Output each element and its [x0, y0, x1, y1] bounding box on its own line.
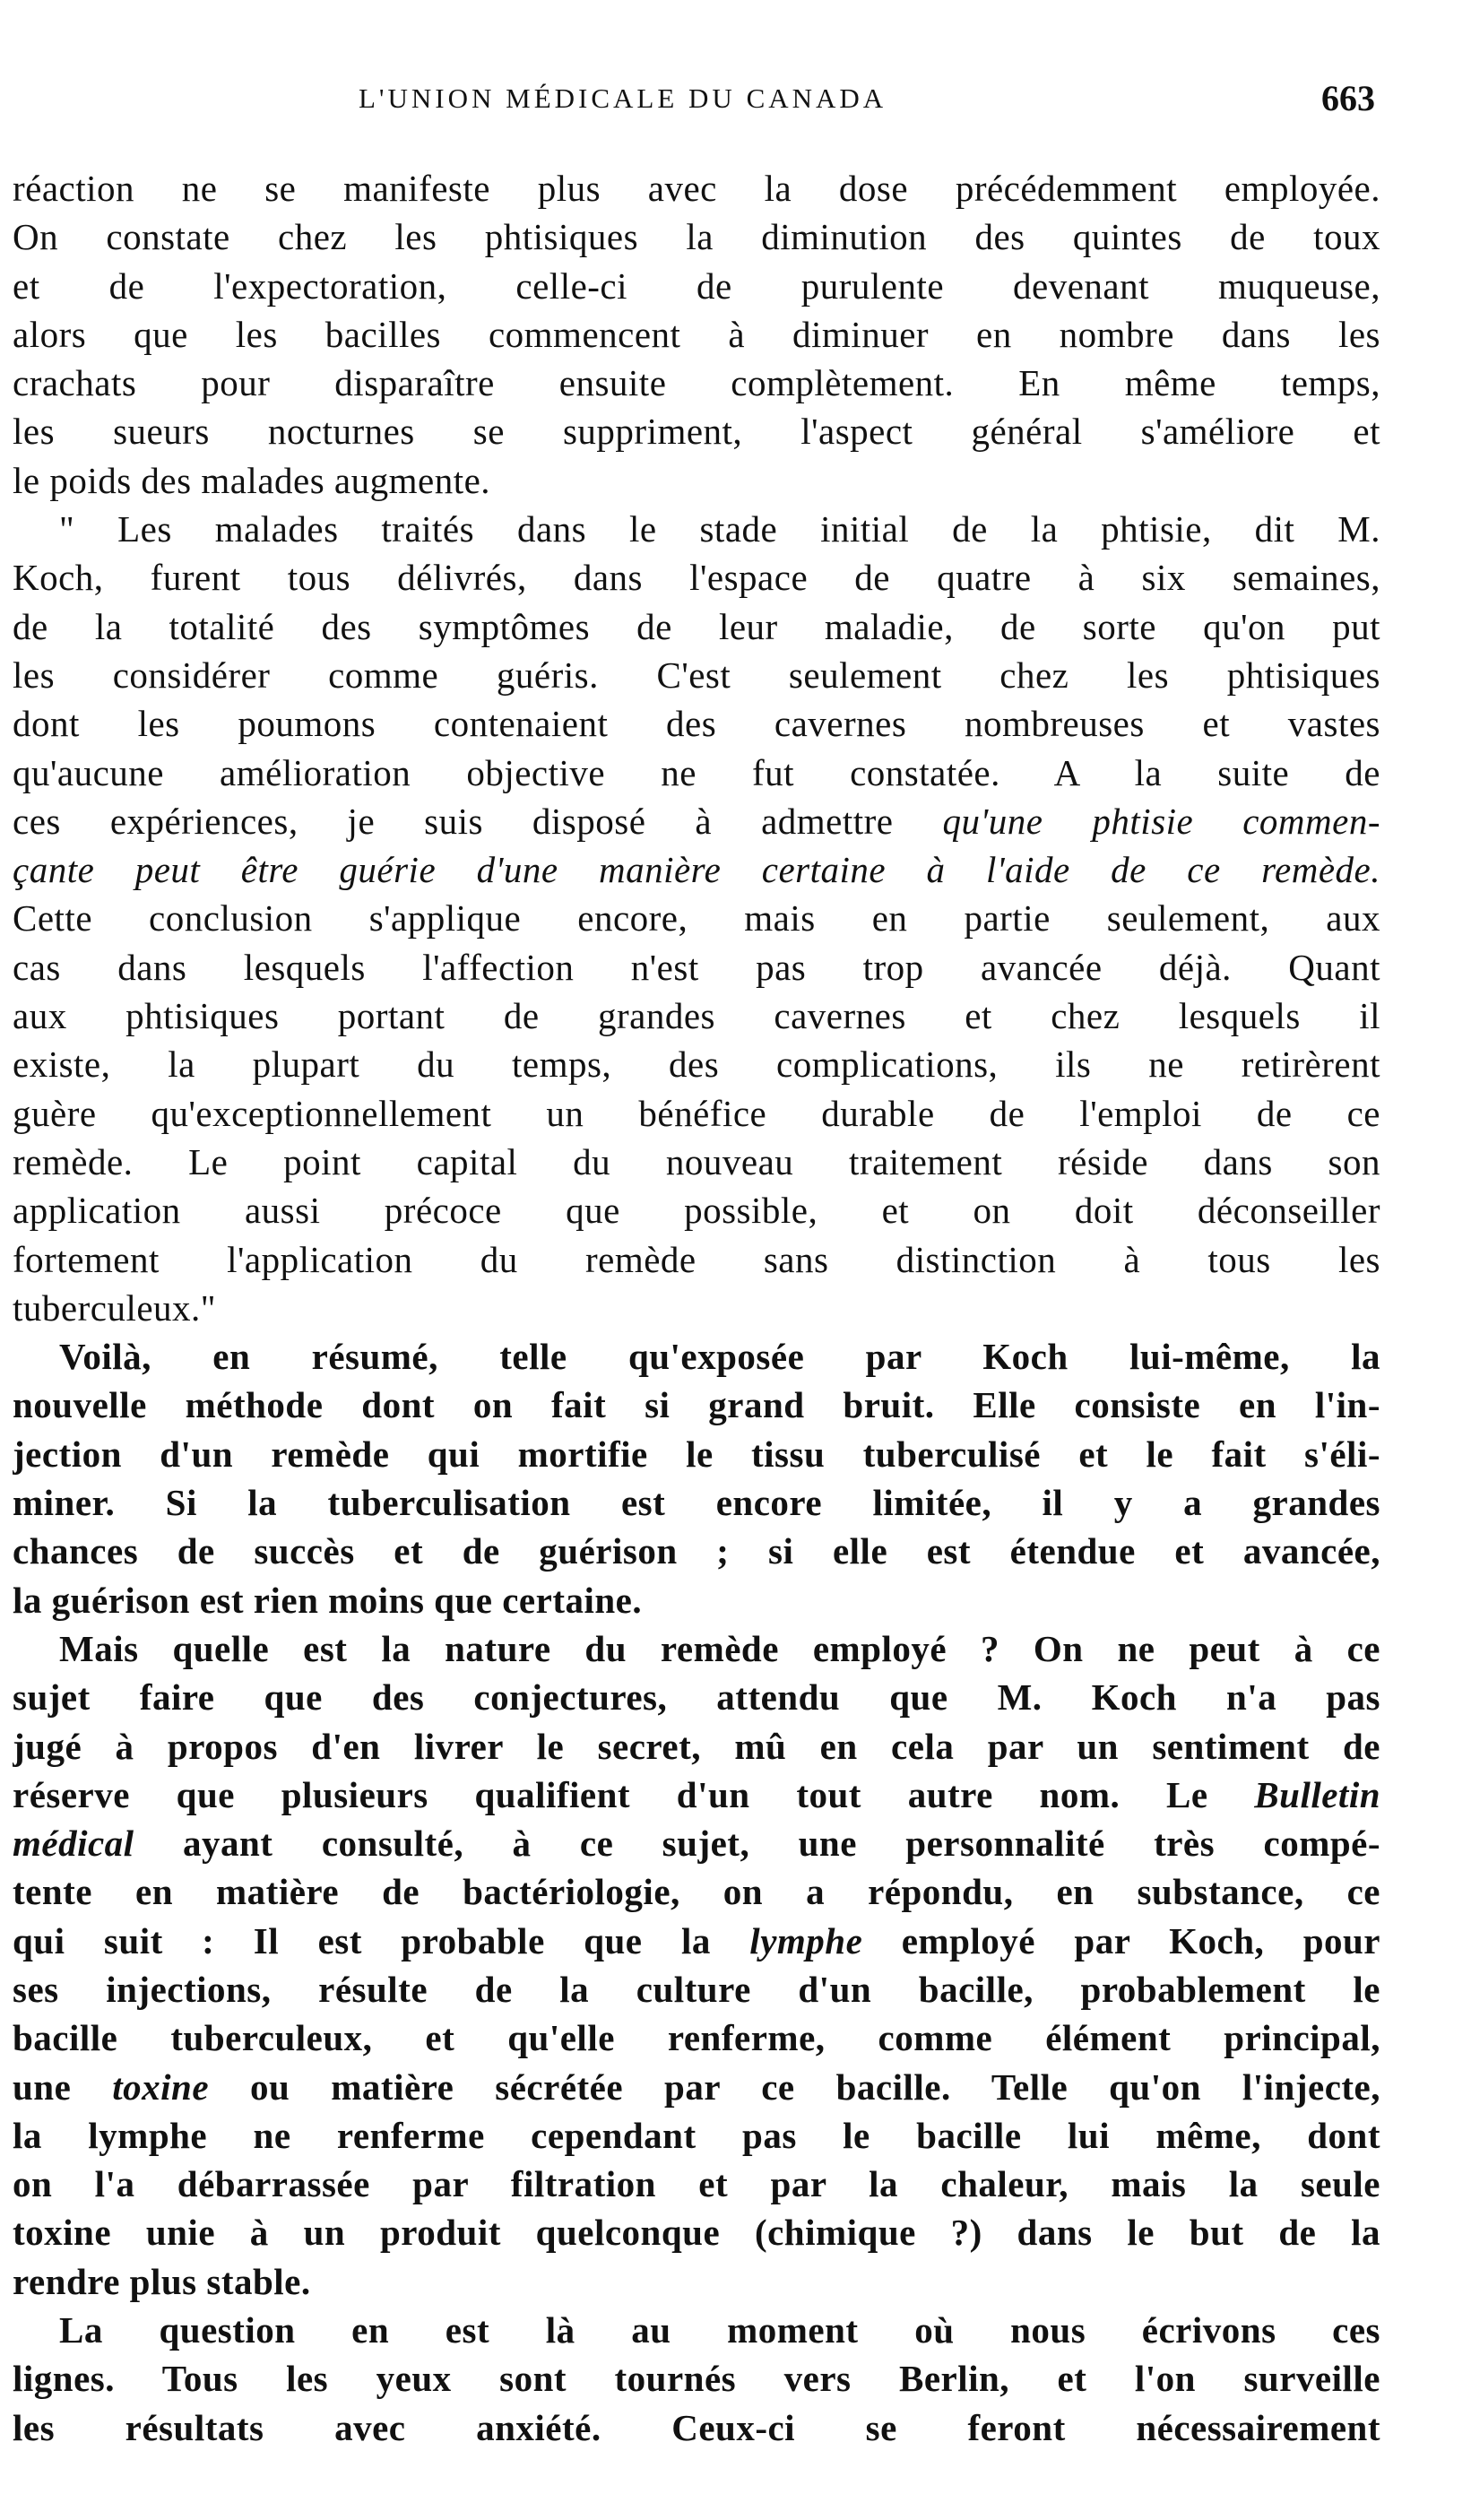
text-line	[13, 845, 1380, 894]
text-line: qu'aucune amélioration objective ne fut constatée. A la suite de	[13, 751, 1380, 793]
text-line: application aussi précoce que possible, et on doit déconseiller	[13, 1190, 1380, 1232]
italic-segment: toxine	[112, 2065, 210, 2108]
text-segment: qui suit : Il est probable que la	[13, 1919, 711, 1961]
italic-segment: qu'une phtisie commen-	[942, 800, 1380, 842]
text-line: sujet faire que des conjectures, attendu que M. Koch n'a pas	[13, 1676, 1380, 1719]
text-line: réaction ne se manifeste plus avec la dose précédemment employée.	[13, 168, 1380, 209]
text-line: miner. Si la tuberculisation est encore limitée, il y a grandes	[13, 1482, 1380, 1524]
text-line: " Les malades traités dans le stade initial de la phtisie, dit M.	[59, 508, 1380, 550]
body-text	[13, 164, 1380, 2452]
italic-segment: çante peut être guérie d'une manière certaine à l'aide de ce remède.	[13, 849, 1380, 891]
text-segment: réserve que plusieurs qualifient d'un tout autre nom. Le	[13, 1773, 1208, 1815]
text-line: crachats pour disparaître ensuite complètement. En même temps,	[13, 362, 1380, 404]
text-line: de la totalité des symptômes de leur maladie, de sorte qu'on put	[13, 605, 1380, 647]
text-line: le poids des malades augmente.	[13, 459, 491, 501]
text-line: La question en est là au moment où nous écrivons ces	[59, 2309, 1380, 2351]
text-line: tuberculeux."	[13, 1286, 217, 1329]
text-line: on l'a débarrassée par filtration et par la chaleur, mais la seule	[13, 2163, 1380, 2205]
text-line: les sueurs nocturnes se suppriment, l'aspect général s'améliore et	[13, 411, 1380, 453]
text-segment: ayant consulté, à ce sujet, une personnalité très compé-	[182, 1823, 1380, 1865]
text-line: tente en matière de bactériologie, on a répondu, en substance, ce	[13, 1871, 1380, 1913]
text-line: rendre plus stable.	[13, 2260, 311, 2302]
text-segment: ces expériences, je suis disposé à admettre	[13, 800, 894, 842]
text-line	[13, 1771, 1380, 1819]
text-line: ses injections, résulte de la culture d'un bacille, probablement le	[13, 1968, 1380, 2010]
text-line: alors que les bacilles commencent à diminuer en nombre dans les	[13, 313, 1380, 355]
text-line: la lymphe ne renferme cependant pas le bacille lui même, dont	[13, 2114, 1380, 2156]
text-line: dont les poumons contenaient des cavernes nombreuses et vastes	[13, 703, 1380, 745]
text-line: bacille tuberculeux, et qu'elle renferme, comme élément principal,	[13, 2017, 1380, 2059]
text-segment: une	[13, 2065, 72, 2108]
text-line: lignes. Tous les yeux sont tournés vers Berlin, et l'on surveille	[13, 2358, 1380, 2400]
text-line: la guérison est rien moins que certaine.	[13, 1579, 643, 1621]
text-line: aux phtisiques portant de grandes cavernes et chez lesquels il	[13, 995, 1380, 1037]
text-line: les résultats avec anxiété. Ceux-ci se feront nécessairement	[13, 2406, 1380, 2448]
text-line: Koch, furent tous délivrés, dans l'espace de quatre à six semaines,	[13, 557, 1380, 599]
italic-segment: Bulletin	[1254, 1773, 1380, 1815]
text-line: toxine unie à un produit quelconque (chimique ?) dans le but de la	[13, 2212, 1380, 2254]
text-line: fortement l'application du remède sans distinction à tous les	[13, 1238, 1380, 1280]
text-line: On constate chez les phtisiques la diminution des quintes de toux	[13, 216, 1380, 258]
text-line: nouvelle méthode dont on fait si grand bruit. Elle consiste en l'in-	[13, 1384, 1380, 1426]
italic-segment: lymphe	[749, 1919, 863, 1961]
text-segment: ou matière sécrétée par ce bacille. Telle qu'on l'injecte,	[250, 2065, 1380, 2108]
text-line: existe, la plupart du temps, des complications, ils ne retirèrent	[13, 1044, 1380, 1086]
running-title: L'UNION MÉDICALE DU CANADA	[359, 82, 887, 114]
text-line: jection d'un remède qui mortifie le tissu tuberculisé et le fait s'éli-	[13, 1433, 1380, 1475]
text-line: Cette conclusion s'applique encore, mais en partie seulement, aux	[13, 897, 1380, 940]
text-line: jugé à propos d'en livrer le secret, mû en cela par un sentiment de	[13, 1725, 1380, 1767]
text-line	[13, 1917, 1380, 1965]
text-line	[13, 2063, 1380, 2111]
text-line: remède. Le point capital du nouveau traitement réside dans son	[13, 1140, 1380, 1182]
text-line: chances de succès et de guérison ; si elle est étendue et avancée,	[13, 1530, 1380, 1572]
page-header	[0, 77, 1471, 122]
text-line: guère qu'exceptionnellement un bénéfice durable de l'emploi de ce	[13, 1092, 1380, 1134]
italic-segment: médical	[13, 1823, 134, 1865]
text-segment: employé par Koch, pour	[901, 1919, 1380, 1961]
text-line: Mais quelle est la nature du remède employé ? On ne peut à ce	[59, 1627, 1380, 1669]
text-line: Voilà, en résumé, telle qu'exposée par Koch lui-même, la	[59, 1336, 1380, 1378]
text-line: cas dans lesquels l'affection n'est pas trop avancée déjà. Quant	[13, 946, 1380, 988]
text-line	[13, 797, 1380, 845]
text-line	[13, 1819, 1380, 1867]
page-number: 663	[1321, 78, 1375, 118]
text-line: et de l'expectoration, celle-ci de purulente devenant muqueuse,	[13, 264, 1380, 307]
text-line: les considérer comme guéris. C'est seulement chez les phtisiques	[13, 654, 1380, 696]
